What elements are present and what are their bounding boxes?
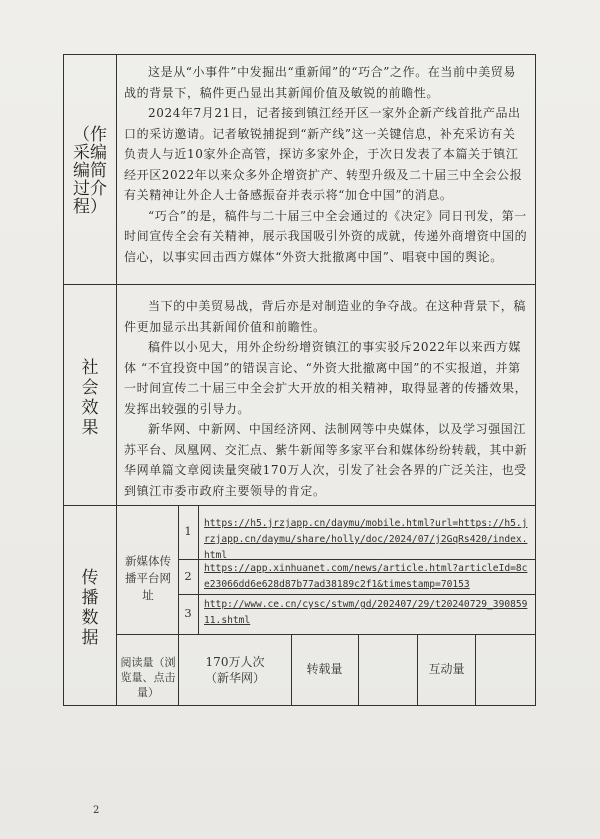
stats-col-divider-1 (178, 634, 179, 706)
process-paragraph: 2024年7月21日，记者接到镇江经开区一家外企新产线首批产品出口的采访邀请。记者敏锐捕捉到“新产线”这一关键信息，补充采访有关负责人与近10家外企高管，探访多家外企，于次日发表了本篇关于镇江经开区2022年以来众多外企增资扩产、转型升级及二十届三中全会公报有关精神让外企人士备感振奋并表示将“加仓中国”的消息。 (124, 106, 523, 202)
url-index: 2 (184, 569, 192, 583)
spread-label-char: 播 (81, 588, 99, 608)
stats-row-divider (116, 634, 536, 635)
spread-label-char: 数 (81, 608, 99, 628)
process-label-line: 编简 (73, 161, 107, 181)
effect-label-char: 社 (81, 358, 99, 378)
process-label-line: 程） (73, 197, 107, 217)
stats-col-divider-5 (475, 634, 476, 706)
effect-label-char: 果 (81, 418, 99, 438)
url-index: 1 (184, 524, 192, 538)
label-column-divider (116, 54, 117, 706)
process-label-line: （作 (73, 125, 107, 145)
effect-section-label (76, 358, 104, 438)
section-divider-2 (63, 505, 536, 506)
url-link-1[interactable] (204, 516, 532, 564)
spread-label-char: 传 (81, 568, 99, 588)
process-paragraph: 这是从“小事件”中发掘出“重新闻”的“巧合”之作。在当前中美贸易战的背景下，稿件更凸显出其新闻价值及敏锐的前瞻性。 (124, 65, 517, 100)
process-text (124, 62, 528, 267)
effect-label-char: 会 (81, 378, 99, 398)
section-divider-1 (63, 284, 536, 285)
url-index: 3 (184, 606, 192, 620)
url-link-2[interactable] (204, 561, 532, 593)
process-section-label (70, 126, 110, 216)
number-col-divider (198, 505, 199, 634)
process-paragraph: “巧合”的是，稿件与二十届三中全会通过的《决定》同日刊发，第一时间宣传全会有关精神，展示我国吸引外资的成就，传递外商增资中国的信心，以事实回击西方媒体“外资大批撤离中国”、唱衰中国的舆论。 (124, 208, 528, 264)
stats-col-divider-2 (291, 634, 292, 706)
reposts-label: 转载量 (306, 662, 343, 676)
effect-paragraph: 新华网、中新网、中国经济网、法制网等中央媒体，以及学习强国江苏平台、凤凰网、交汇点、紫牛新闻等多家平台和媒体纷纷转载，其中新华网单篇文章阅读量突破170万人次，引发了社会各界的广泛关注，也受到镇江市委市政府主要领导的肯定。 (124, 422, 528, 498)
spread-section-label (76, 568, 104, 648)
url-row-divider-2 (178, 594, 536, 595)
stats-col-divider-4 (417, 634, 418, 706)
effect-paragraph: 当下的中美贸易战，背后亦是对制造业的争夺战。在这种背景下，稿件更加显示出其新闻价值和前瞻性。 (124, 299, 527, 334)
page-number: 2 (93, 805, 100, 816)
url-text[interactable]: http://www.ce.cn/cysc/stwm/gd/202407/29/t20240729_39085911.shtml (204, 599, 528, 626)
url-link-3[interactable] (204, 597, 532, 629)
interact-label: 互动量 (428, 662, 465, 676)
effect-text (124, 296, 528, 501)
effect-label-char: 效 (81, 398, 99, 418)
platform-label: 新媒体传播平台网址 (125, 554, 171, 602)
stats-col-divider-3 (358, 634, 359, 706)
url-text[interactable]: https://h5.jrzjapp.cn/daymu/mobile.html?url=https://h5.jrzjapp.cn/daymu/share/holly/doc/2024/07/j2GqRs420/index.html (204, 518, 528, 561)
effect-paragraph: 稿件以小见大，用外企纷纷增资镇江的事实驳斥2022年以来西方媒体 “不宜投资中国”的错误言论、“外资大批撤离中国”的不实报道，并第一时间宣传二十届三中全会扩大开放的相关精神，取得显著的传播效果，发挥出较强的引导力。 (124, 340, 528, 416)
spread-label-char: 据 (81, 628, 99, 648)
url-text[interactable]: https://app.xinhuanet.com/news/article.html?articleId=8ce23066dd6e628d87b77ad38189c2f1&timestamp=70153 (204, 563, 528, 590)
reads-label: 阅读量（浏览量、点击量） (120, 656, 176, 699)
reads-value: 170万人次（新华网） (204, 655, 265, 685)
process-label-line: 过介 (73, 179, 107, 199)
process-label-line: 采编 (73, 143, 107, 163)
